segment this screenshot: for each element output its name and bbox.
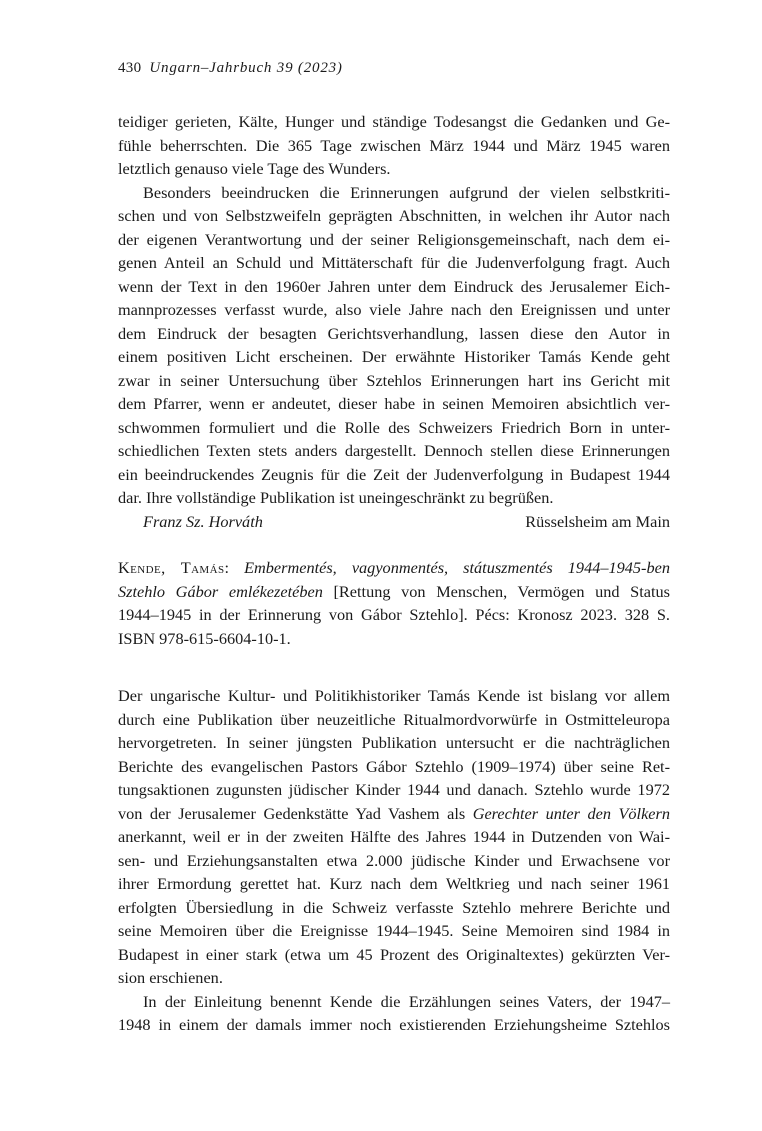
text-line: anerkannt, weil er in der zweiten Hälfte des Jahres 1944 in Dutzenden von Wai- xyxy=(118,827,670,846)
running-header xyxy=(118,60,343,77)
text-line: hervorgetreten. In seiner jüngsten Publikation untersucht er die nachträglichen xyxy=(118,733,670,752)
text-line: wenn der Text in den 1960er Jahren unter dem Eindruck des Jerusalemer Eich- xyxy=(118,276,670,296)
spacer xyxy=(118,533,670,556)
reviewer-location: Rüsselsheim am Main xyxy=(525,511,670,531)
spacer xyxy=(118,650,670,684)
citation-title-cont: Sztehlo Gábor emlékezetében xyxy=(118,581,323,601)
paragraph-2 xyxy=(118,181,670,510)
paragraph-3 xyxy=(118,684,670,990)
text-line: fühle beherrschten. Die 365 Tage zwischen März 1944 und März 1945 waren xyxy=(118,135,670,155)
text-line: der eigenen Verantwortung und der seiner Religionsgemeinschaft, nach dem ei- xyxy=(118,229,670,249)
citation-author: Kende, Tamás xyxy=(118,558,225,577)
text-line: zwar in seiner Untersuchung über Sztehlos Erinnerungen hart ins Gericht mit xyxy=(118,370,670,390)
text-line: dem Eindruck der besagten Gerichtsverhandlung, lassen diese den Autor in xyxy=(118,323,670,343)
page-body xyxy=(118,110,670,1037)
text-line: durch eine Publikation über neuzeitliche Ritualmordvorwürfe in Ostmitteleuropa xyxy=(118,709,670,729)
text-line: In der Einleitung benennt Kende die Erzählungen seines Vaters, der 1947– xyxy=(143,991,670,1011)
text-line: schwommen formuliert und die Rolle des Schweizers Friedrich Born in unter- xyxy=(118,417,670,437)
citation-separator: : xyxy=(224,558,245,577)
text-line: dar. Ihre vollständige Publikation ist uneingeschränkt zu begrüßen. xyxy=(118,488,554,507)
text-line: tungsaktionen zugunsten jüdischer Kinder 1944 und danach. Sztehlo wurde 1972 xyxy=(118,780,670,799)
text-segment: von der Jerusalemer Gedenkstätte Yad Vashem als xyxy=(118,803,473,823)
citation-title: Embermentés, vagyonmentés, státuszmentés 1944–1945-ben xyxy=(244,558,670,577)
review-signature xyxy=(118,510,670,534)
text-line: schen und von Selbstzweifeln geprägten Abschnitten, in welchen ihr Autor nach xyxy=(118,206,670,225)
paragraph-1 xyxy=(118,110,670,181)
book-citation xyxy=(118,556,670,650)
italic-term: Gerechter unter den Völkern xyxy=(472,803,670,823)
text-line: sen- und Erziehungsanstalten etwa 2.000 jüdische Kinder und Erwachsene vor xyxy=(118,850,670,870)
text-line: einem positiven Licht erscheinen. Der erwähnte Historiker Tamás Kende geht xyxy=(118,347,670,366)
reviewer-name: Franz Sz. Horváth xyxy=(143,511,263,531)
text-line xyxy=(118,802,670,826)
text-line: mannprozesses verfasst wurde, also viele Jahre nach den Ereignissen und unter xyxy=(118,300,670,319)
text-line: Berichte des evangelischen Pastors Gábor Sztehlo (1909–1974) über seine Ret- xyxy=(118,756,670,776)
text-line: Der ungarische Kultur- und Politikhistoriker Tamás Kende ist bislang vor allem xyxy=(118,686,670,705)
text-line: letztlich genauso viele Tage des Wunders. xyxy=(118,159,391,178)
page-number: 430 xyxy=(118,60,142,76)
citation-line: 1944–1945 in der Erinnerung von Gábor Sztehlo]. Pécs: Kronosz 2023. 328 S. xyxy=(118,605,670,624)
text-line: sion erschienen. xyxy=(118,968,223,987)
text-line: dem Pfarrer, wenn er andeutet, dieser habe in seinen Memoiren absichtlich ver- xyxy=(118,394,670,413)
text-line: schiedlichen Texten stets anders dargestellt. Dennoch stellen diese Erinnerungen xyxy=(118,441,670,460)
text-line: ein beeindruckendes Zeugnis für die Zeit der Judenverfolgung in Budapest 1944 xyxy=(118,464,670,484)
text-line: Besonders beeindrucken die Erinnerungen aufgrund der vielen selbstkriti- xyxy=(143,182,670,202)
citation-translation: [Rettung von Menschen, Vermögen und Status xyxy=(322,581,670,601)
citation-isbn: ISBN 978-615-6604-10-1. xyxy=(118,628,291,648)
text-line: seine Memoiren über die Ereignisse 1944–1945. Seine Memoiren sind 1984 in xyxy=(118,921,670,940)
text-line: genen Anteil an Schuld und Mittäterschaft für die Judenverfolgung fragt. Auch xyxy=(118,253,670,272)
text-line: teidiger gerieten, Kälte, Hunger und ständige Todesangst die Gedanken und Ge- xyxy=(118,112,670,131)
citation-line xyxy=(118,556,670,580)
text-line: ihrer Ermordung gerettet hat. Kurz nach dem Weltkrieg und nach seiner 1961 xyxy=(118,874,670,893)
text-line: 1948 in einem der damals immer noch existierenden Erziehungsheime Sztehlos xyxy=(118,1015,670,1034)
journal-title: Ungarn–Jahrbuch 39 (2023) xyxy=(149,60,343,76)
citation-line xyxy=(118,580,670,604)
text-line: Budapest in einer stark (etwa um 45 Prozent des Originaltextes) gekürzten Ver- xyxy=(118,944,670,964)
text-line: erfolgten Übersiedlung in die Schweiz verfasste Sztehlo mehrere Berichte und xyxy=(118,897,670,917)
paragraph-4 xyxy=(118,990,670,1037)
